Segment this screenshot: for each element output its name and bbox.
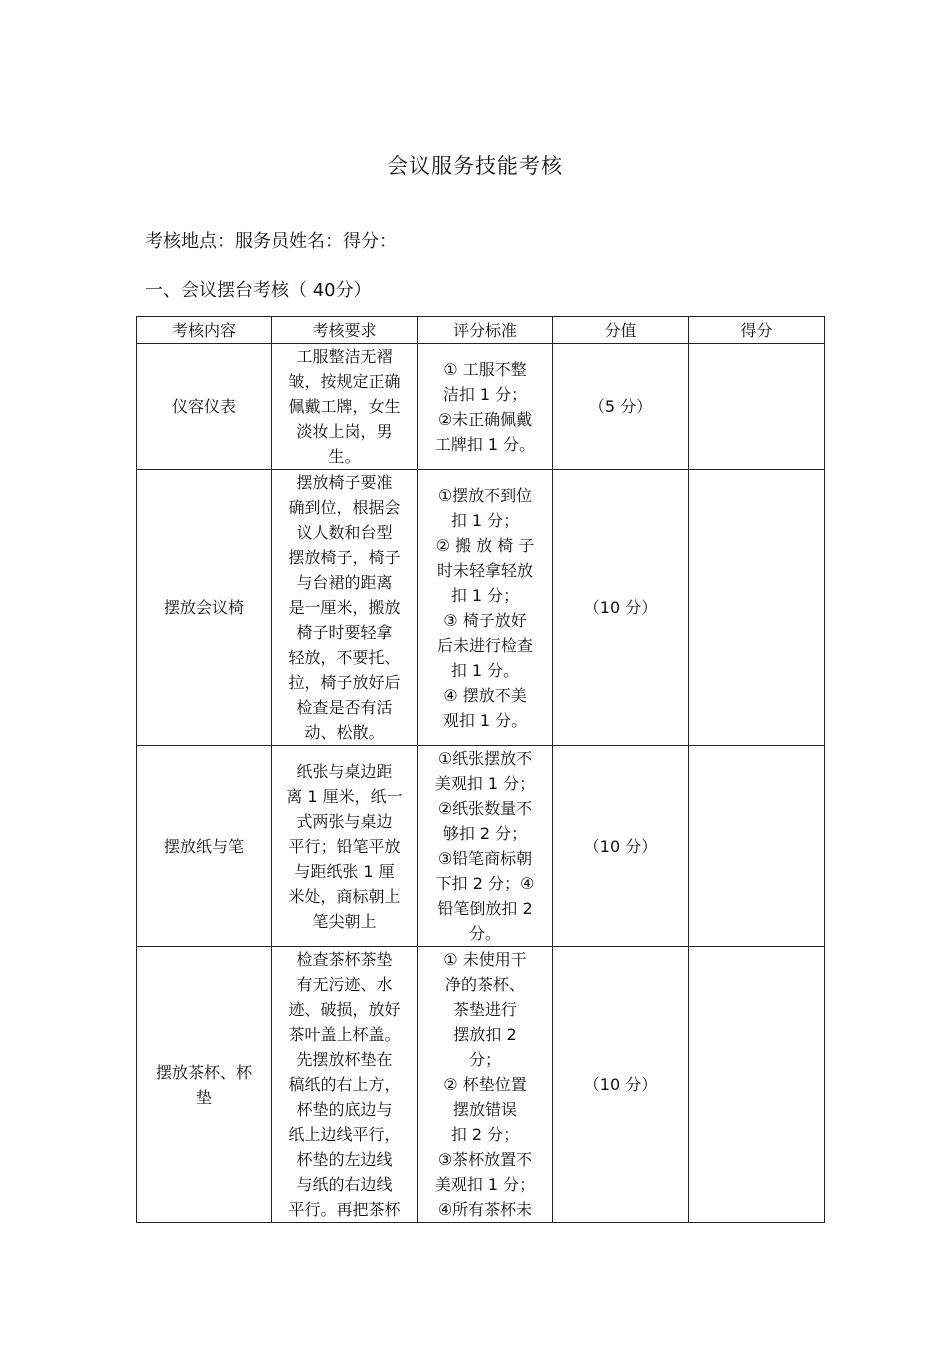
row-item-cell [137,746,272,947]
row-points: （10 分） [583,598,658,617]
row-requirement-cell [272,947,418,1223]
row-points-cell [553,470,689,746]
table-row [137,470,825,746]
row-points: （10 分） [583,1075,658,1094]
row-points-cell [553,947,689,1223]
table-row [137,947,825,1223]
row-item: 摆放纸与笔 [163,836,244,856]
row-criteria-cell [418,344,553,470]
row-requirement: 检查茶杯茶垫 有无污迹、水 迹、破损，放好 茶叶盖上杯盖。 先摆放杯垫在 稿纸的右上方， 杯垫的底边与 纸上边线平行， 杯垫的左边线 与纸的右边线 平行。再把茶杯 [288,950,401,1219]
row-points-cell [553,344,689,470]
header-requirement: 考核要求 [272,317,418,344]
header-criteria: 评分标准 [418,317,553,344]
row-requirement-cell [272,746,418,947]
section-heading: 一、会议摆台考核（ 40分） [145,280,372,301]
row-points: （10 分） [583,836,658,856]
row-requirement: 工服整洁无褶 皱，按规定正确 佩戴工牌，女生 淡妆上岗，男 生。 [288,347,401,466]
row-criteria-cell [418,947,553,1223]
row-item-cell [137,947,272,1223]
row-item: 摆放会议椅 [163,598,244,617]
info-line: 考核地点：服务员姓名：得分： [145,231,397,252]
header-item: 考核内容 [137,317,272,344]
row-requirement: 摆放椅子要准 确到位，根据会 议人数和台型 摆放椅子，椅子 与台裙的距离 是一厘米，搬放 椅子时要轻拿 轻放，不要托、 拉，椅子放好后 检查是否有活 动、松散。 [288,473,401,742]
row-criteria-cell [418,470,553,746]
header-points: 分值 [553,317,689,344]
table-header-row [137,317,825,344]
row-points: （5 分） [588,397,653,416]
row-item-cell [137,470,272,746]
row-score-cell [689,947,825,1223]
row-requirement: 纸张与桌边距 离 1 厘米，纸一 式两张与桌边 平行；铅笔平放 与距纸张 1 厘 米处，商标朝上 笔尖朝上 [286,761,403,931]
row-requirement-cell [272,470,418,746]
table-row [137,344,825,470]
row-criteria-cell [418,746,553,947]
table-row [137,746,825,947]
header-score: 得分 [689,317,825,344]
row-score-cell [689,344,825,470]
row-score-cell [689,470,825,746]
page-title: 会议服务技能考核 [387,154,563,178]
row-item: 摆放茶杯、杯 垫 [155,1062,252,1107]
row-requirement-cell [272,344,418,470]
row-points-cell [553,746,689,947]
row-criteria: ①纸张摆放不 美观扣 1 分； ②纸张数量不 够扣 2 分； ③铅笔商标朝 下扣 2 分；④ 铅笔倒放扣 2 分。 [434,749,536,943]
row-criteria: ① 未使用干 净的茶杯、 茶垫进行 摆放扣 2 分； ② 杯垫位置 摆放错误 扣 2 分； ③茶杯放置不 美观扣 1 分； ④所有茶杯未 [434,950,536,1219]
row-score-cell [689,746,825,947]
row-item: 仪容仪表 [171,397,236,416]
row-criteria: ①摆放不到位 扣 1 分； ② 搬 放 椅 子 时未轻拿轻放 扣 1 分； ③ 椅子放好 后未进行检查 扣 1 分。 ④ 摆放不美 观扣 1 分。 [435,485,535,730]
row-criteria: ① 工服不整 洁扣 1 分； ②未正确佩戴 工牌扣 1 分。 [434,359,536,454]
row-item-cell [137,344,272,470]
assessment-table [136,316,825,1223]
